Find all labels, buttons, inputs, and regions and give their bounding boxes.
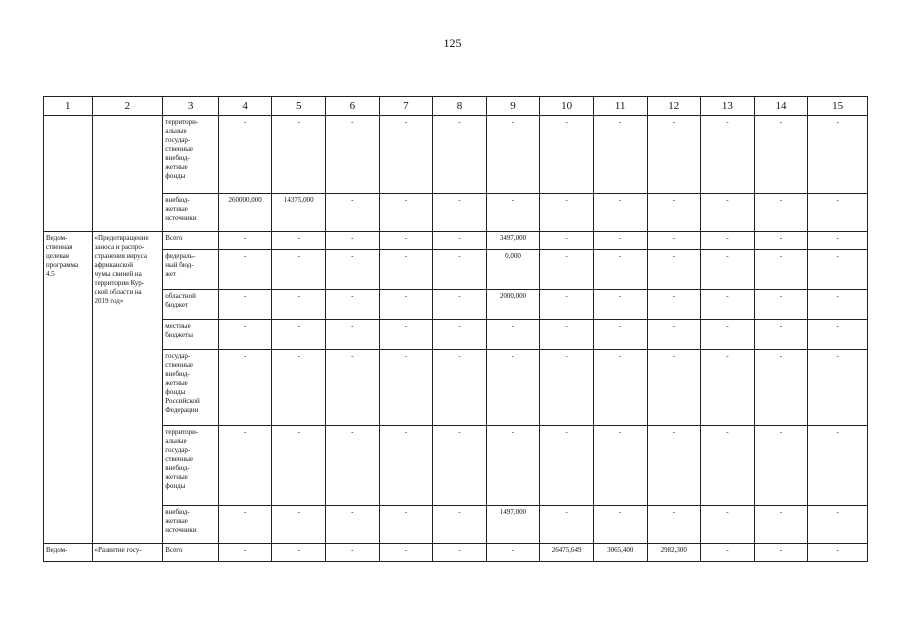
value-cell: - xyxy=(540,250,594,290)
value-cell: - xyxy=(218,506,272,544)
funding-source-cell: Всего xyxy=(163,544,219,562)
header-cell: 4 xyxy=(218,97,272,116)
value-cell: - xyxy=(433,250,487,290)
value-cell: - xyxy=(808,544,868,562)
header-cell: 1 xyxy=(44,97,93,116)
header-cell: 3 xyxy=(163,97,219,116)
header-cell: 15 xyxy=(808,97,868,116)
value-cell: - xyxy=(272,426,326,506)
value-cell: - xyxy=(647,194,701,232)
value-cell: - xyxy=(540,320,594,350)
value-cell: - xyxy=(379,232,433,250)
value-cell: - xyxy=(272,350,326,426)
value-cell: - xyxy=(379,350,433,426)
program-title-cell xyxy=(92,116,163,232)
value-cell: - xyxy=(379,320,433,350)
value-cell: - xyxy=(593,290,647,320)
value-cell: - xyxy=(326,194,380,232)
header-cell: 9 xyxy=(486,97,540,116)
value-cell: - xyxy=(433,350,487,426)
value-cell: - xyxy=(754,194,808,232)
value-cell: - xyxy=(808,116,868,194)
value-cell: - xyxy=(808,232,868,250)
table-row xyxy=(44,350,868,426)
value-cell: - xyxy=(701,320,755,350)
value-cell: - xyxy=(754,320,808,350)
header-cell: 10 xyxy=(540,97,594,116)
value-cell: - xyxy=(808,290,868,320)
value-cell: - xyxy=(808,350,868,426)
value-cell: - xyxy=(808,426,868,506)
header-cell: 5 xyxy=(272,97,326,116)
value-cell: - xyxy=(486,194,540,232)
value-cell: - xyxy=(379,506,433,544)
value-cell: - xyxy=(379,544,433,562)
value-cell: - xyxy=(379,250,433,290)
value-cell: - xyxy=(433,426,487,506)
value-cell: - xyxy=(326,320,380,350)
value-cell: 26475,649 xyxy=(540,544,594,562)
value-cell: 2000,000 xyxy=(486,290,540,320)
header-cell: 11 xyxy=(593,97,647,116)
value-cell: - xyxy=(701,290,755,320)
value-cell: - xyxy=(701,194,755,232)
value-cell: - xyxy=(593,350,647,426)
value-cell: - xyxy=(272,544,326,562)
value-cell: - xyxy=(701,250,755,290)
value-cell: - xyxy=(647,506,701,544)
value-cell: - xyxy=(272,116,326,194)
funding-source-cell: Всего xyxy=(163,232,219,250)
value-cell: - xyxy=(754,544,808,562)
value-cell: - xyxy=(218,544,272,562)
value-cell: - xyxy=(647,290,701,320)
value-cell: - xyxy=(218,350,272,426)
value-cell: 0,000 xyxy=(486,250,540,290)
program-title-cell: «Предотвращение заноса и распро- странения вируса африканской чумы свиней на территории Кур- ской области на 2019 год» xyxy=(92,232,163,544)
value-cell: 1497,000 xyxy=(486,506,540,544)
value-cell: - xyxy=(379,116,433,194)
funding-source-cell: государ- ственные внебюд- жетные фонды Российской Федерации xyxy=(163,350,219,426)
value-cell: - xyxy=(647,232,701,250)
value-cell: - xyxy=(326,250,380,290)
table-row xyxy=(44,320,868,350)
value-cell: - xyxy=(701,232,755,250)
value-cell: - xyxy=(701,116,755,194)
table-row xyxy=(44,506,868,544)
value-cell: - xyxy=(540,426,594,506)
value-cell: - xyxy=(701,544,755,562)
funding-source-cell: территори- альные государ- ственные внебюд- жетные фонды xyxy=(163,116,219,194)
table-row xyxy=(44,194,868,232)
value-cell: - xyxy=(433,116,487,194)
program-name-cell xyxy=(44,116,93,232)
value-cell: - xyxy=(379,426,433,506)
value-cell: - xyxy=(433,232,487,250)
value-cell: - xyxy=(486,320,540,350)
value-cell: - xyxy=(754,250,808,290)
value-cell: - xyxy=(754,116,808,194)
table-row xyxy=(44,426,868,506)
program-name-cell: Ведом- xyxy=(44,544,93,562)
value-cell: 3065,400 xyxy=(593,544,647,562)
funding-source-cell: внебюд- жетные источники xyxy=(163,194,219,232)
table-row xyxy=(44,544,868,562)
value-cell: - xyxy=(540,290,594,320)
value-cell: - xyxy=(540,116,594,194)
value-cell: - xyxy=(808,194,868,232)
value-cell: - xyxy=(326,506,380,544)
value-cell: - xyxy=(593,426,647,506)
value-cell: - xyxy=(218,116,272,194)
value-cell: - xyxy=(272,232,326,250)
value-cell: - xyxy=(218,232,272,250)
value-cell: - xyxy=(808,506,868,544)
value-cell: - xyxy=(486,426,540,506)
header-cell: 7 xyxy=(379,97,433,116)
value-cell: - xyxy=(433,194,487,232)
program-name-cell: Ведом- ственная целевая программа 4.5 xyxy=(44,232,93,544)
value-cell: - xyxy=(326,544,380,562)
value-cell: - xyxy=(593,194,647,232)
header-cell: 8 xyxy=(433,97,487,116)
value-cell: - xyxy=(754,426,808,506)
value-cell: - xyxy=(808,250,868,290)
value-cell: - xyxy=(379,290,433,320)
value-cell: - xyxy=(272,320,326,350)
value-cell: - xyxy=(486,544,540,562)
value-cell: - xyxy=(540,350,594,426)
program-title-cell: «Развитие госу- xyxy=(92,544,163,562)
value-cell: - xyxy=(486,116,540,194)
table-row xyxy=(44,290,868,320)
value-cell: - xyxy=(701,506,755,544)
value-cell: - xyxy=(540,506,594,544)
value-cell: - xyxy=(701,426,755,506)
header-cell: 12 xyxy=(647,97,701,116)
value-cell: - xyxy=(433,544,487,562)
value-cell: - xyxy=(272,250,326,290)
value-cell: - xyxy=(433,320,487,350)
table-row xyxy=(44,116,868,194)
value-cell: 2982,300 xyxy=(647,544,701,562)
table-row xyxy=(44,232,868,250)
value-cell: - xyxy=(540,194,594,232)
funding-source-cell: федераль- ный бюд- жет xyxy=(163,250,219,290)
value-cell: - xyxy=(593,116,647,194)
value-cell: - xyxy=(272,290,326,320)
value-cell: 3497,000 xyxy=(486,232,540,250)
funding-source-cell: местные бюджеты xyxy=(163,320,219,350)
value-cell: - xyxy=(647,320,701,350)
value-cell: - xyxy=(593,232,647,250)
value-cell: - xyxy=(379,194,433,232)
value-cell: - xyxy=(540,232,594,250)
value-cell: - xyxy=(326,232,380,250)
header-cell: 6 xyxy=(326,97,380,116)
value-cell: 260000,000 xyxy=(218,194,272,232)
value-cell: - xyxy=(754,232,808,250)
value-cell: - xyxy=(326,290,380,320)
value-cell: - xyxy=(808,320,868,350)
value-cell: - xyxy=(593,506,647,544)
table-row xyxy=(44,250,868,290)
value-cell: - xyxy=(326,350,380,426)
value-cell: - xyxy=(647,116,701,194)
value-cell: - xyxy=(326,426,380,506)
header-cell: 14 xyxy=(754,97,808,116)
header-cell: 2 xyxy=(92,97,163,116)
value-cell: - xyxy=(701,350,755,426)
value-cell: - xyxy=(218,426,272,506)
funding-source-cell: территори- альные государ- ственные внебюд- жетные фонды xyxy=(163,426,219,506)
budget-table xyxy=(43,96,868,562)
funding-source-cell: внебюд- жетные источники xyxy=(163,506,219,544)
value-cell: - xyxy=(326,116,380,194)
value-cell: - xyxy=(593,320,647,350)
value-cell: - xyxy=(433,506,487,544)
page-number: 125 xyxy=(443,36,462,50)
value-cell: - xyxy=(647,350,701,426)
value-cell: - xyxy=(433,290,487,320)
value-cell: - xyxy=(218,320,272,350)
value-cell: - xyxy=(218,290,272,320)
value-cell: - xyxy=(754,290,808,320)
value-cell: - xyxy=(647,250,701,290)
header-cell: 13 xyxy=(701,97,755,116)
value-cell: - xyxy=(272,506,326,544)
funding-source-cell: областной бюджет xyxy=(163,290,219,320)
value-cell: - xyxy=(647,426,701,506)
header-row xyxy=(44,97,868,116)
value-cell: 14375,000 xyxy=(272,194,326,232)
value-cell: - xyxy=(754,506,808,544)
value-cell: - xyxy=(754,350,808,426)
value-cell: - xyxy=(486,350,540,426)
value-cell: - xyxy=(218,250,272,290)
value-cell: - xyxy=(593,250,647,290)
